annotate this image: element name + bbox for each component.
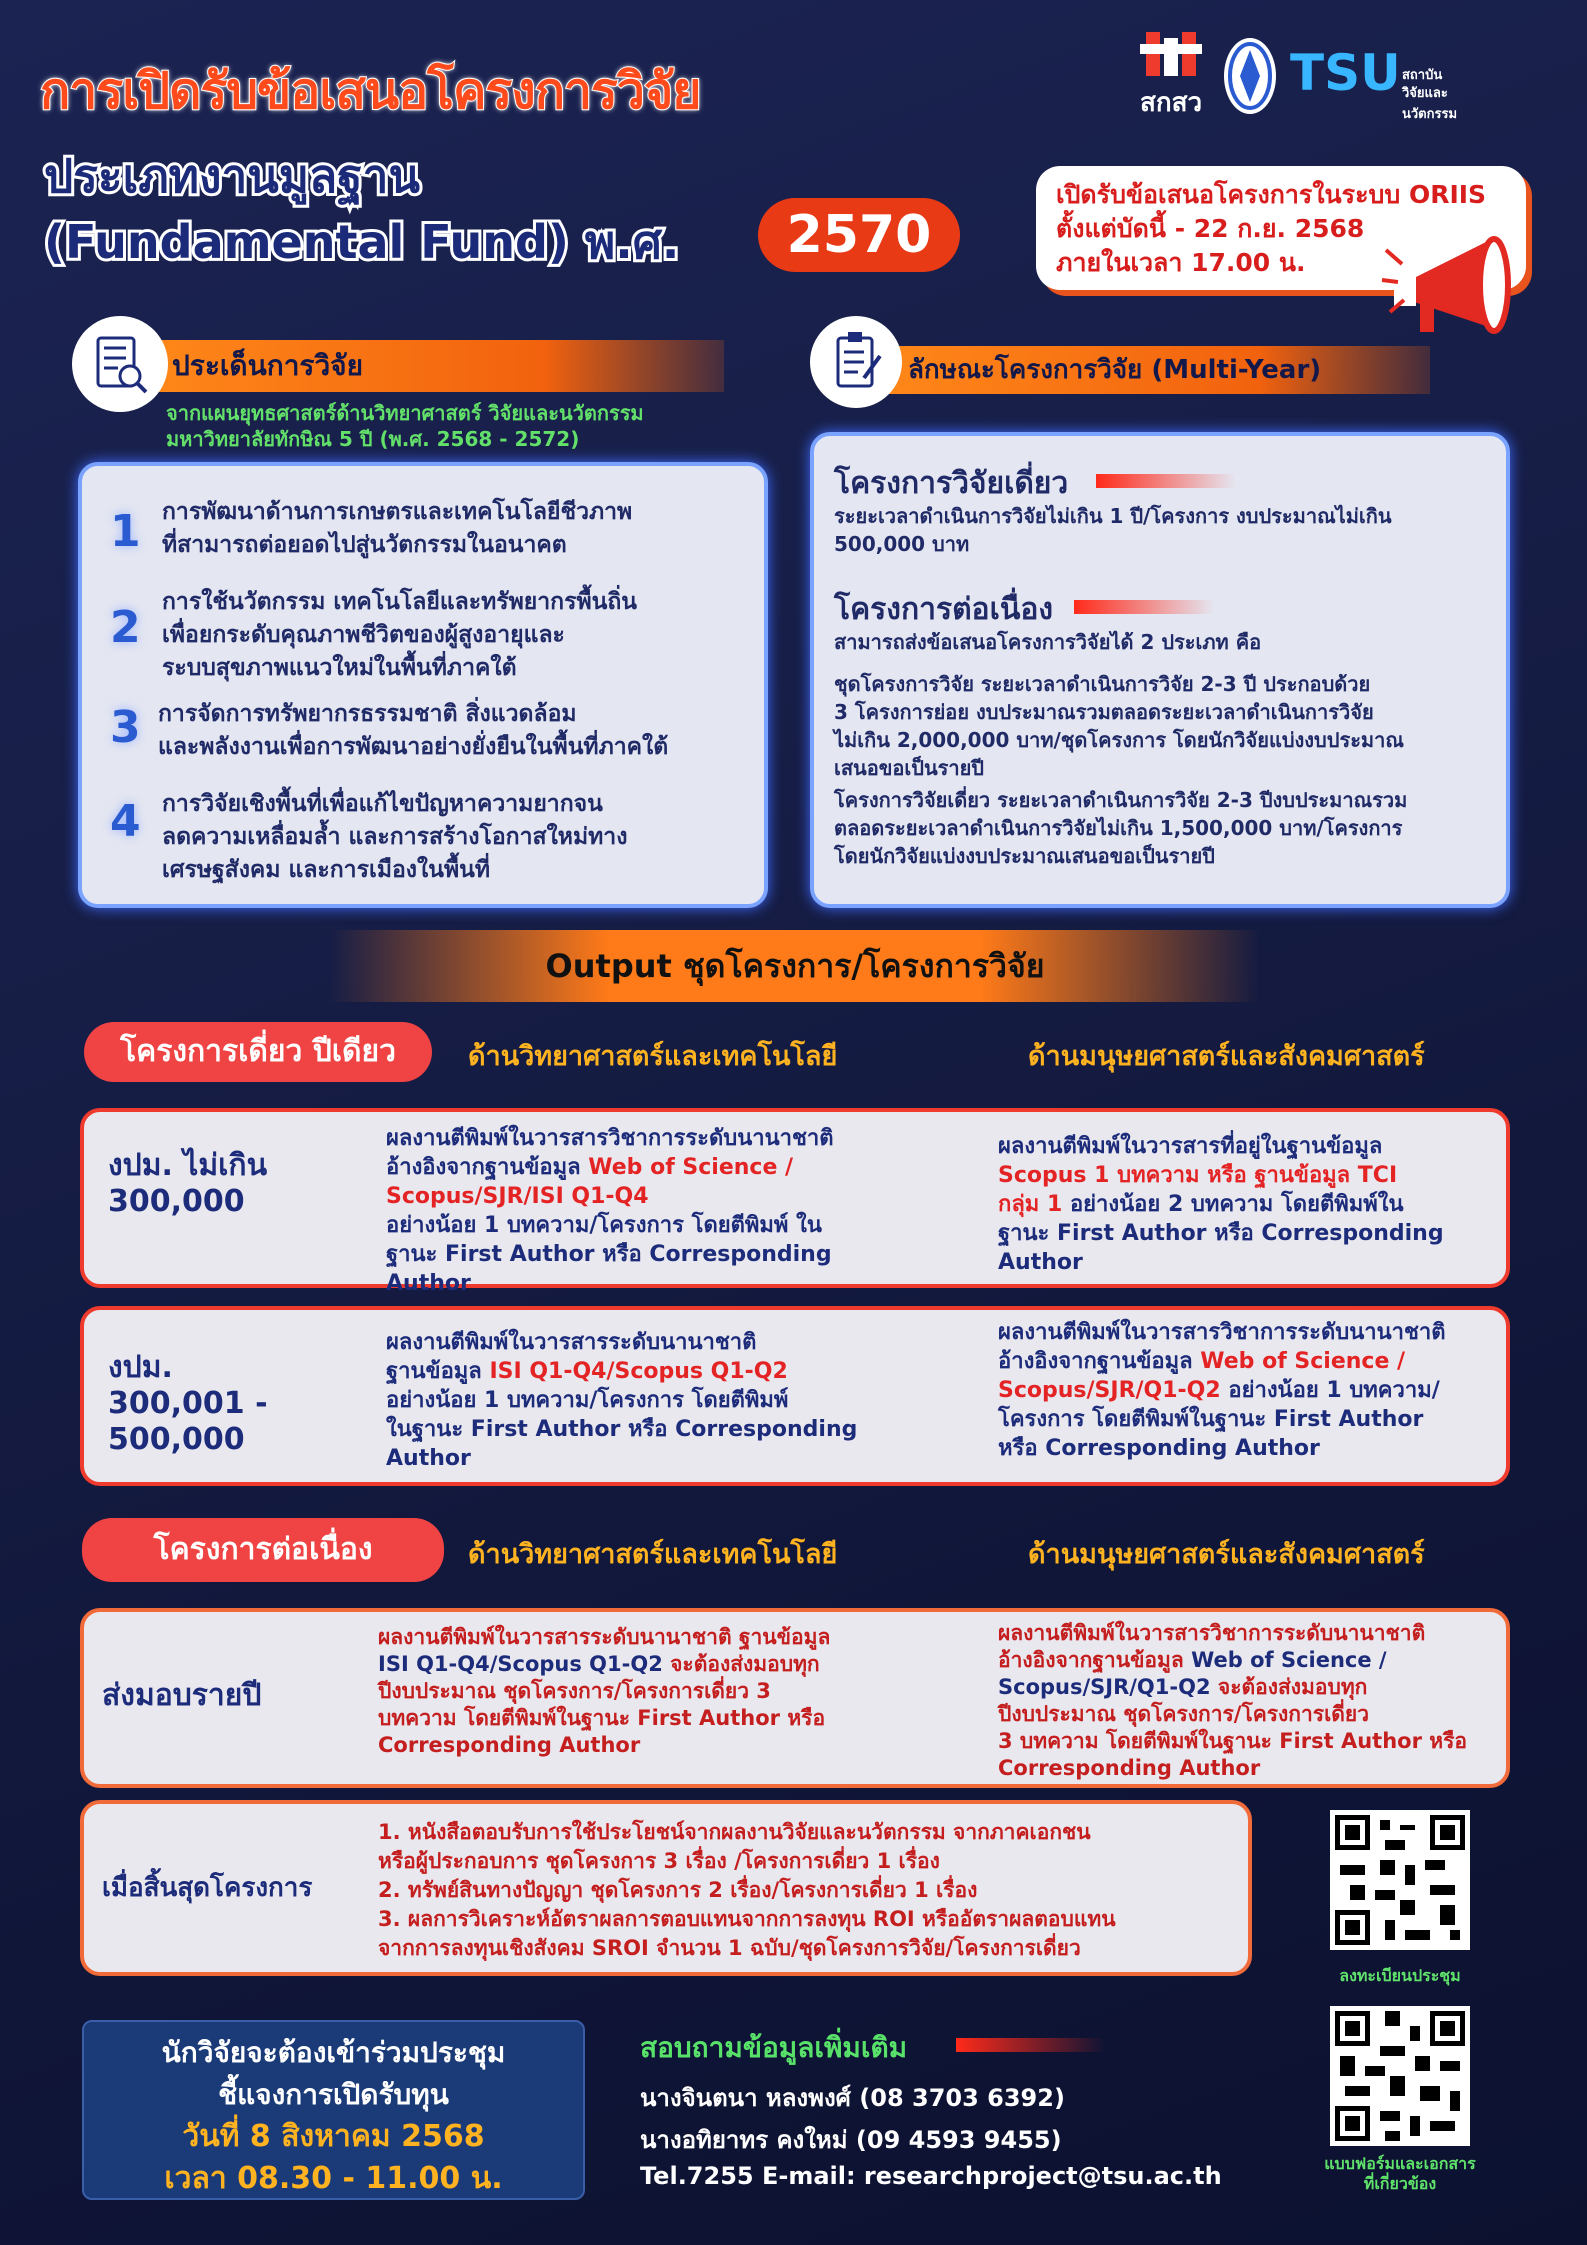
meeting-time: เวลา 08.30 - 11.00 น. [164, 2161, 503, 2196]
row2-sci-output: ผลงานตีพิมพ์ในวารสารระดับนานาชาติ ฐานข้อมูล ISI Q1-Q4/Scopus Q1-Q2 อย่างน้อย 1 บทความ/โครงการ โดยตีพิมพ์ ในฐานะ First Author หรือ Corresponding Author [386, 1330, 858, 1471]
qr-code-documents[interactable] [1330, 2006, 1470, 2146]
row-annual-label: ส่งมอบรายปี [102, 1678, 262, 1713]
row1-sci-output: ผลงานตีพิมพ์ในวารสารวิชาการระดับนานาชาติ อ้างอิงจากฐานข้อมูล Web of Science / Scopus/SJR/ISI Q1-Q4 อย่างน้อย 1 บทความ/โครงการ โดยตีพิมพ์ ใน ฐานะ First Author หรือ Corresponding Author [386, 1126, 834, 1296]
issues-note-line-1: จากแผนยุทธศาสตร์ด้านวิทยาศาสตร์ วิจัยและนวัตกรรม [166, 401, 644, 425]
meeting-box [82, 2020, 585, 2200]
tsri-logo [1140, 26, 1210, 122]
column-humanities: ด้านมนุษยศาสตร์และสังคมศาสตร์ [1028, 1539, 1425, 1570]
row2-hum-output: ผลงานตีพิมพ์ในวารสารวิชาการระดับนานาชาติ อ้างอิงจากฐานข้อมูล Web of Science / Scopus/SJR/Q1-Q2 อย่างน้อย 1 บทความ/ โครงการ โดยตีพิมพ์ในฐานะ First Author หรือ Corresponding Author [998, 1320, 1446, 1461]
row-end-label: เมื่อสิ้นสุดโครงการ [102, 1873, 313, 1903]
issue-number: 2 [110, 602, 141, 653]
tsu-caption-2: วิจัยและนวัตกรรม [1402, 86, 1458, 122]
issue-item-4: การวิจัยเชิงพื้นที่เพื่อแก้ไขปัญหาความยากจน ลดความเหลื่อมล้ำ และการสร้างโอกาสใหม่ทาง เศรษฐสังคม และการเมืองในพื้นที่ [162, 791, 628, 883]
contact-email[interactable]: Tel.7255 E-mail: researchproject@tsu.ac.th [640, 2162, 1222, 2190]
issue-number: 3 [110, 702, 141, 753]
row-budget-label: งปม. 300,001 - 500,000 [108, 1350, 268, 1457]
main-title: การเปิดรับข้อเสนอโครงการวิจัย [40, 62, 701, 120]
continuing-intro: สามารถส่งข้อเสนอโครงการวิจัยได้ 2 ประเภท คือ [834, 630, 1262, 654]
announcement-line-2: ตั้งแต่บัดนี้ - 22 ก.ย. 2568 [1056, 214, 1365, 243]
research-issues-heading: ประเด็นการวิจัย [124, 340, 724, 392]
year-badge: 2570 [758, 198, 960, 272]
single-title-accent [1096, 474, 1236, 488]
row4-outputs: 1. หนังสือตอบรับการใช้ประโยชน์จากผลงานวิจัยและนวัตกรรม จากภาคเอกชน หรือผู้ประกอบการ ชุดโครงการ 3 เรื่อง /โครงการเดี่ยว 1 เรื่อง 2. ทรัพย์สินทางปัญญา ชุดโครงการ 2 เรื่อง/โครงการเดี่ยว 1 เรื่อง 3. ผลการวิเคราะห์อัตราผลการตอบแทนจากการลงทุน ROI หรืออัตราผลตอบแทน จากการลงทุนเชิงสังคม SROI จำนวน 1 ฉบับ/ชุดโครงการวิจัย/โครงการเดี่ยว [378, 1820, 1116, 1960]
issue-number: 1 [110, 506, 141, 557]
meeting-line-1: นักวิจัยจะต้องเข้าร่วมประชุม [161, 2036, 506, 2069]
tsu-logo [1290, 26, 1480, 122]
document-search-icon [72, 316, 168, 412]
continuing-title-accent [1074, 600, 1214, 614]
announcement-line-3: ภายในเวลา 17.00 น. [1056, 248, 1306, 277]
tsu-label: TSU [1290, 44, 1401, 102]
subtitle-line-2: (Fundamental Fund) พ.ศ. [44, 215, 680, 269]
continuing-single-desc: โครงการวิจัยเดี่ยว ระยะเวลาดำเนินการวิจัย 2-3 ปีงบประมาณรวม ตลอดระยะเวลาดำเนินการวิจัยไม่เกิน 1,500,000 บาท/โครงการ โดยนักวิจัยแบ่งงบประมาณเสนอขอเป็นรายปี [834, 788, 1408, 868]
continuing-set-desc: ชุดโครงการวิจัย ระยะเวลาดำเนินการวิจัย 2-3 ปี ประกอบด้วย 3 โครงการย่อย งบประมาณรวมตลอดระยะเวลาดำเนินการวิจัย ไม่เกิน 2,000,000 บาท/ชุดโครงการ โดยนักวิจัยแบ่งงบประมาณ เสนอขอเป็นรายปี [834, 672, 1404, 780]
contact-heading: สอบถามข้อมูลเพิ่มเติม [640, 2031, 908, 2064]
continuing-project-title: โครงการต่อเนื่อง [834, 592, 1053, 627]
qr-registration-caption: ลงทะเบียนประชุม [1339, 1966, 1461, 1985]
output-row-budget-500k [80, 1306, 1510, 1486]
meeting-date: วันที่ 8 สิงหาคม 2568 [182, 2119, 485, 2154]
issue-item-1: การพัฒนาด้านการเกษตรและเทคโนโลยีชีวภาพ ที่สามารถต่อยอดไปสู่นวัตกรรมในอนาคต [162, 499, 633, 558]
clipboard-icon [810, 316, 902, 408]
column-sci-tech: ด้านวิทยาศาสตร์และเทคโนโลยี [468, 1041, 838, 1072]
issues-source-note [166, 400, 644, 452]
row1-hum-output: ผลงานตีพิมพ์ในวารสารที่อยู่ในฐานข้อมูล Scopus 1 บทความ หรือ ฐานข้อมูล TCI กลุ่ม 1 อย่างน้อย 2 บทความ โดยตีพิมพ์ใน ฐานะ First Author หรือ Corresponding Author [998, 1134, 1444, 1275]
announcement-line-1: เปิดรับข้อเสนอโครงการในระบบ ORIIS [1056, 180, 1487, 209]
contact-heading-accent [956, 2038, 1106, 2052]
issue-item-2: การใช้นวัตกรรม เทคโนโลยีและทรัพยากรพื้นถิ่น เพื่อยกระดับคุณภาพชีวิตของผู้สูงอายุและ ระบบสุขภาพแนวใหม่ในพื้นที่ภาคใต้ [162, 589, 637, 681]
logo-strip [1140, 26, 1480, 126]
output-row-annual [80, 1608, 1510, 1788]
project-types-heading: ลักษณะโครงการวิจัย (Multi-Year) [860, 346, 1430, 394]
contact-person-1: นางจินตนา หลงพงศ์ (08 3703 6392) [640, 2084, 1065, 2112]
row3-sci-output: ผลงานตีพิมพ์ในวารสารระดับนานาชาติ ฐานข้อมูล ISI Q1-Q4/Scopus Q1-Q2 จะต้องส่งมอบทุก ปีงบประมาณ ชุดโครงการ/โครงการเดี่ยว 3 บทความ โดยตีพิมพ์ในฐานะ First Author หรือ Corresponding Author [378, 1625, 831, 1757]
issues-note-line-2: มหาวิทยาลัยทักษิณ 5 ปี (พ.ศ. 2568 - 2572) [166, 427, 580, 451]
subtitle-line-1: ประเภทงานมูลฐาน [44, 149, 420, 203]
tsri-label: สกสว [1140, 88, 1203, 118]
project-types-panel [810, 432, 1510, 908]
output-row-end-of-project [80, 1800, 1252, 1976]
single-year-pill: โครงการเดี่ยว ปีเดียว [84, 1022, 432, 1082]
qr-code-registration[interactable] [1330, 1810, 1470, 1950]
qr-documents-caption: แบบฟอร์มและเอกสาร ที่เกี่ยวข้อง [1324, 2154, 1476, 2193]
column-humanities: ด้านมนุษยศาสตร์และสังคมศาสตร์ [1028, 1041, 1425, 1072]
row3-hum-output: ผลงานตีพิมพ์ในวารสารวิชาการระดับนานาชาติ อ้างอิงจากฐานข้อมูล Web of Science / Scopus/SJR/Q1-Q2 จะต้องส่งมอบทุก ปีงบประมาณ ชุดโครงการ/โครงการเดี่ยว 3 บทความ โดยตีพิมพ์ในฐานะ First Author หรือ Corresponding Author [998, 1621, 1467, 1780]
single-project-desc: ระยะเวลาดำเนินการวิจัยไม่เกิน 1 ปี/โครงการ งบประมาณไม่เกิน 500,000 บาท [834, 504, 1392, 556]
output-band: Output ชุดโครงการ/โครงการวิจัย [330, 930, 1260, 1002]
column-sci-tech: ด้านวิทยาศาสตร์และเทคโนโลยี [468, 1539, 838, 1570]
continuing-pill: โครงการต่อเนื่อง [82, 1518, 444, 1582]
single-project-title: โครงการวิจัยเดี่ยว [834, 466, 1069, 501]
issue-item-3: การจัดการทรัพยากรธรรมชาติ สิ่งแวดล้อม และพลังงานเพื่อการพัฒนาอย่างยั่งยืนในพื้นที่ภาคใต้ [158, 701, 669, 760]
megaphone-icon [1380, 220, 1540, 350]
output-row-budget-300k [80, 1108, 1510, 1296]
tsu-caption-1: สถาบัน [1402, 68, 1443, 83]
research-issues-panel [78, 462, 768, 908]
university-seal-icon [1220, 26, 1280, 122]
contact-person-2: นางอทิยาทร คงใหม่ (09 4593 9455) [640, 2126, 1062, 2154]
meeting-line-2: ชี้แจงการเปิดรับทุน [218, 2078, 449, 2111]
issue-number: 4 [110, 796, 141, 847]
row-budget-label: งปม. ไม่เกิน 300,000 [108, 1148, 268, 1219]
